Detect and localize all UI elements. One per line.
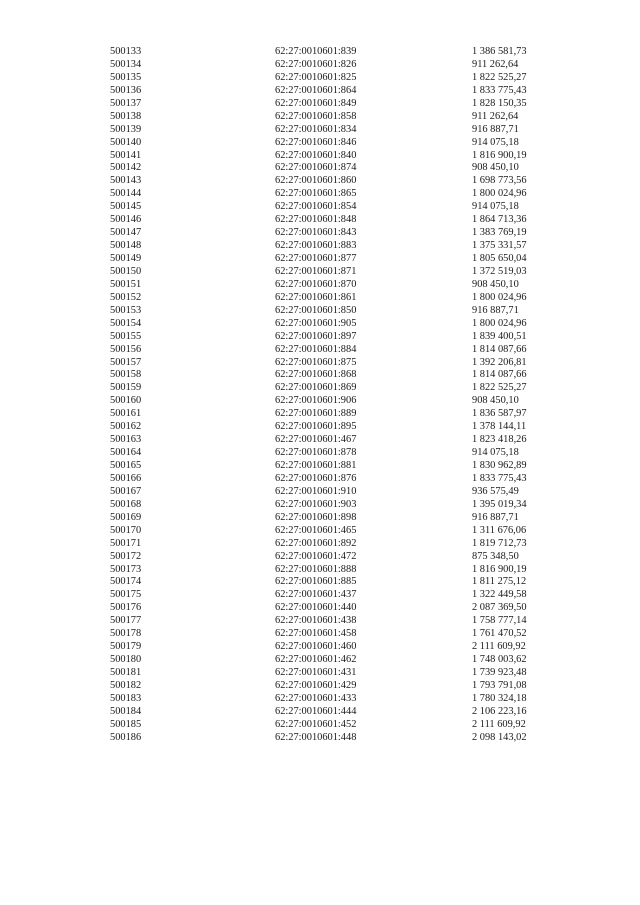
record-number-cell: 500148 [110, 240, 142, 252]
table-row [110, 589, 540, 602]
record-number-cell: 500147 [110, 227, 142, 239]
cadastral-number-cell: 62:27:0010601:877 [275, 253, 357, 264]
cadastral-value-cell: 1 800 024,96 [472, 188, 527, 200]
record-number-cell: 500151 [110, 278, 142, 290]
cadastral-value-cell: 1 375 331,57 [472, 240, 527, 252]
cadastral-value-cell: 1 748 003,62 [472, 654, 527, 666]
cadastral-number-cell: 62:27:0010601:871 [275, 265, 357, 277]
record-number-cell: 500134 [110, 58, 142, 70]
cadastral-number-cell: 62:27:0010601:854 [275, 201, 357, 213]
table-row [110, 382, 540, 395]
cadastral-value-cell: 1 864 713,36 [472, 214, 527, 226]
table-row [110, 460, 540, 473]
cadastral-number-cell: 62:27:0010601:864 [275, 84, 357, 96]
table-row [110, 227, 540, 240]
table-row [110, 85, 540, 98]
cadastral-number-cell: 62:27:0010601:883 [275, 240, 357, 252]
record-number-cell: 500175 [110, 589, 142, 601]
record-number-cell: 500163 [110, 434, 142, 446]
cadastral-value-cell: 1 372 519,03 [472, 265, 527, 277]
cadastral-value-cell: 1 811 275,12 [472, 576, 527, 588]
cadastral-number-cell: 62:27:0010601:444 [275, 705, 357, 717]
table-row [110, 564, 540, 577]
cadastral-value-cell: 914 075,18 [472, 136, 519, 148]
table-row [110, 667, 540, 680]
cadastral-number-cell: 62:27:0010601:860 [275, 175, 357, 187]
cadastral-value-cell: 916 887,71 [472, 123, 519, 135]
cadastral-value-cell: 916 887,71 [472, 511, 519, 523]
record-number-cell: 500159 [110, 382, 142, 394]
cadastral-value-cell: 1 386 581,73 [472, 46, 527, 57]
record-number-cell: 500138 [110, 110, 142, 122]
cadastral-value-cell: 1 816 900,19 [472, 563, 527, 575]
table-row [110, 732, 540, 745]
table-row [110, 719, 540, 732]
record-number-cell: 500164 [110, 447, 142, 459]
cadastral-number-cell: 62:27:0010601:903 [275, 498, 357, 510]
cadastral-value-cell: 1 378 144,11 [472, 421, 527, 433]
table-row [110, 111, 540, 124]
cadastral-value-table [110, 46, 540, 745]
record-number-cell: 500166 [110, 472, 142, 484]
cadastral-value-cell: 1 311 676,06 [472, 524, 527, 536]
cadastral-value-cell: 1 761 470,52 [472, 628, 527, 640]
cadastral-number-cell: 62:27:0010601:839 [275, 46, 357, 57]
table-row [110, 473, 540, 486]
record-number-cell: 500155 [110, 330, 142, 342]
table-row [110, 240, 540, 253]
cadastral-value-cell: 1 383 769,19 [472, 227, 527, 239]
cadastral-number-cell: 62:27:0010601:448 [275, 731, 357, 743]
record-number-cell: 500177 [110, 615, 142, 627]
table-row [110, 318, 540, 331]
cadastral-number-cell: 62:27:0010601:888 [275, 563, 357, 575]
cadastral-number-cell: 62:27:0010601:849 [275, 97, 357, 109]
cadastral-number-cell: 62:27:0010601:825 [275, 71, 357, 83]
cadastral-number-cell: 62:27:0010601:834 [275, 123, 357, 135]
record-number-cell: 500156 [110, 343, 142, 355]
record-number-cell: 500171 [110, 537, 142, 549]
cadastral-value-cell: 2 106 223,16 [472, 705, 527, 717]
cadastral-number-cell: 62:27:0010601:826 [275, 58, 357, 70]
cadastral-value-cell: 1 739 923,48 [472, 667, 527, 678]
record-number-cell: 500141 [110, 149, 142, 161]
cadastral-number-cell: 62:27:0010601:858 [275, 110, 357, 122]
table-row [110, 576, 540, 589]
record-number-cell: 500173 [110, 563, 142, 575]
cadastral-value-cell: 1 823 418,26 [472, 434, 527, 446]
cadastral-value-cell: 875 348,50 [472, 550, 519, 562]
table-row [110, 305, 540, 318]
cadastral-value-cell: 1 830 962,89 [472, 460, 527, 471]
cadastral-value-cell: 1 793 791,08 [472, 679, 527, 691]
table-row [110, 525, 540, 538]
table-row [110, 59, 540, 72]
record-number-cell: 500178 [110, 628, 142, 640]
cadastral-value-cell: 908 450,10 [472, 278, 519, 290]
cadastral-number-cell: 62:27:0010601:467 [275, 434, 357, 446]
cadastral-number-cell: 62:27:0010601:892 [275, 537, 357, 549]
record-number-cell: 500143 [110, 175, 142, 187]
cadastral-number-cell: 62:27:0010601:861 [275, 291, 357, 303]
cadastral-value-cell: 2 111 609,92 [472, 718, 526, 730]
table-row [110, 447, 540, 460]
table-row [110, 124, 540, 137]
cadastral-value-cell: 1 816 900,19 [472, 149, 527, 161]
table-row [110, 654, 540, 667]
cadastral-number-cell: 62:27:0010601:846 [275, 136, 357, 148]
record-number-cell: 500185 [110, 718, 142, 730]
record-number-cell: 500145 [110, 201, 142, 213]
record-number-cell: 500165 [110, 460, 142, 471]
cadastral-value-cell: 1 758 777,14 [472, 615, 527, 627]
cadastral-value-cell: 911 262,64 [472, 58, 519, 70]
cadastral-number-cell: 62:27:0010601:869 [275, 382, 357, 394]
table-row [110, 615, 540, 628]
cadastral-value-cell: 1 805 650,04 [472, 253, 527, 264]
table-row [110, 98, 540, 111]
cadastral-value-cell: 911 262,64 [472, 110, 519, 122]
cadastral-number-cell: 62:27:0010601:848 [275, 214, 357, 226]
cadastral-number-cell: 62:27:0010601:460 [275, 641, 357, 653]
cadastral-value-cell: 2 098 143,02 [472, 731, 527, 743]
cadastral-value-cell: 916 887,71 [472, 304, 519, 316]
cadastral-number-cell: 62:27:0010601:898 [275, 511, 357, 523]
cadastral-number-cell: 62:27:0010601:840 [275, 149, 357, 161]
cadastral-number-cell: 62:27:0010601:905 [275, 317, 357, 329]
table-row [110, 369, 540, 382]
table-row [110, 150, 540, 163]
cadastral-number-cell: 62:27:0010601:870 [275, 278, 357, 290]
cadastral-number-cell: 62:27:0010601:897 [275, 330, 357, 342]
table-row [110, 266, 540, 279]
cadastral-number-cell: 62:27:0010601:431 [275, 667, 357, 678]
record-number-cell: 500172 [110, 550, 142, 562]
record-number-cell: 500135 [110, 71, 142, 83]
record-number-cell: 500133 [110, 46, 142, 57]
cadastral-number-cell: 62:27:0010601:881 [275, 460, 357, 471]
cadastral-value-cell: 1 800 024,96 [472, 317, 527, 329]
record-number-cell: 500179 [110, 641, 142, 653]
record-number-cell: 500154 [110, 317, 142, 329]
cadastral-number-cell: 62:27:0010601:865 [275, 188, 357, 200]
table-row [110, 46, 540, 59]
record-number-cell: 500136 [110, 84, 142, 96]
cadastral-value-cell: 1 836 587,97 [472, 408, 527, 420]
record-number-cell: 500158 [110, 369, 142, 381]
cadastral-value-cell: 908 450,10 [472, 162, 519, 174]
table-row [110, 434, 540, 447]
cadastral-number-cell: 62:27:0010601:875 [275, 356, 357, 368]
cadastral-number-cell: 62:27:0010601:850 [275, 304, 357, 316]
table-row [110, 551, 540, 564]
table-row [110, 499, 540, 512]
record-number-cell: 500149 [110, 253, 142, 264]
table-row [110, 292, 540, 305]
cadastral-number-cell: 62:27:0010601:429 [275, 679, 357, 691]
table-row [110, 331, 540, 344]
record-number-cell: 500176 [110, 602, 142, 614]
cadastral-number-cell: 62:27:0010601:438 [275, 615, 357, 627]
record-number-cell: 500167 [110, 485, 142, 497]
table-row [110, 395, 540, 408]
record-number-cell: 500140 [110, 136, 142, 148]
record-number-cell: 500174 [110, 576, 142, 588]
cadastral-value-cell: 1 392 206,81 [472, 356, 527, 368]
table-row [110, 693, 540, 706]
table-row [110, 344, 540, 357]
table-row [110, 279, 540, 292]
record-number-cell: 500144 [110, 188, 142, 200]
record-number-cell: 500162 [110, 421, 142, 433]
record-number-cell: 500182 [110, 679, 142, 691]
cadastral-number-cell: 62:27:0010601:472 [275, 550, 357, 562]
table-row [110, 214, 540, 227]
cadastral-number-cell: 62:27:0010601:868 [275, 369, 357, 381]
record-number-cell: 500137 [110, 97, 142, 109]
table-row [110, 486, 540, 499]
record-number-cell: 500146 [110, 214, 142, 226]
cadastral-number-cell: 62:27:0010601:885 [275, 576, 357, 588]
cadastral-number-cell: 62:27:0010601:889 [275, 408, 357, 420]
cadastral-value-cell: 1 800 024,96 [472, 291, 527, 303]
cadastral-number-cell: 62:27:0010601:910 [275, 485, 357, 497]
cadastral-number-cell: 62:27:0010601:465 [275, 524, 357, 536]
cadastral-number-cell: 62:27:0010601:433 [275, 692, 357, 704]
table-row [110, 162, 540, 175]
cadastral-number-cell: 62:27:0010601:462 [275, 654, 357, 666]
table-row [110, 253, 540, 266]
cadastral-number-cell: 62:27:0010601:437 [275, 589, 357, 601]
table-row [110, 421, 540, 434]
record-number-cell: 500183 [110, 692, 142, 704]
table-row [110, 706, 540, 719]
table-row [110, 72, 540, 85]
table-row [110, 137, 540, 150]
table-row [110, 512, 540, 525]
cadastral-value-cell: 1 822 525,27 [472, 382, 527, 394]
record-number-cell: 500160 [110, 395, 142, 407]
cadastral-number-cell: 62:27:0010601:895 [275, 421, 357, 433]
cadastral-value-cell: 1 819 712,73 [472, 537, 527, 549]
table-row [110, 201, 540, 214]
cadastral-value-cell: 1 839 400,51 [472, 330, 527, 342]
cadastral-value-cell: 1 698 773,56 [472, 175, 527, 187]
cadastral-value-cell: 1 822 525,27 [472, 71, 527, 83]
cadastral-number-cell: 62:27:0010601:876 [275, 472, 357, 484]
cadastral-number-cell: 62:27:0010601:906 [275, 395, 357, 407]
record-number-cell: 500150 [110, 265, 142, 277]
table-row [110, 641, 540, 654]
record-number-cell: 500184 [110, 705, 142, 717]
record-number-cell: 500142 [110, 162, 142, 174]
table-row [110, 357, 540, 370]
record-number-cell: 500153 [110, 304, 142, 316]
table-row [110, 538, 540, 551]
cadastral-number-cell: 62:27:0010601:458 [275, 628, 357, 640]
record-number-cell: 500170 [110, 524, 142, 536]
cadastral-value-cell: 1 833 775,43 [472, 472, 527, 484]
record-number-cell: 500168 [110, 498, 142, 510]
table-row [110, 602, 540, 615]
record-number-cell: 500186 [110, 731, 142, 743]
cadastral-value-cell: 2 111 609,92 [472, 641, 526, 653]
record-number-cell: 500161 [110, 408, 142, 420]
record-number-cell: 500157 [110, 356, 142, 368]
cadastral-value-cell: 1 780 324,18 [472, 692, 527, 704]
cadastral-value-cell: 1 814 087,66 [472, 343, 527, 355]
cadastral-value-cell: 914 075,18 [472, 447, 519, 459]
record-number-cell: 500169 [110, 511, 142, 523]
table-row [110, 628, 540, 641]
record-number-cell: 500180 [110, 654, 142, 666]
cadastral-value-cell: 2 087 369,50 [472, 602, 527, 614]
record-number-cell: 500152 [110, 291, 142, 303]
cadastral-number-cell: 62:27:0010601:878 [275, 447, 357, 459]
cadastral-value-cell: 1 828 150,35 [472, 97, 527, 109]
cadastral-value-cell: 914 075,18 [472, 201, 519, 213]
cadastral-number-cell: 62:27:0010601:843 [275, 227, 357, 239]
record-number-cell: 500181 [110, 667, 142, 678]
cadastral-value-cell: 1 395 019,34 [472, 498, 527, 510]
table-row [110, 408, 540, 421]
cadastral-value-cell: 1 833 775,43 [472, 84, 527, 96]
cadastral-number-cell: 62:27:0010601:440 [275, 602, 357, 614]
cadastral-number-cell: 62:27:0010601:452 [275, 718, 357, 730]
table-row [110, 175, 540, 188]
cadastral-value-cell: 908 450,10 [472, 395, 519, 407]
record-number-cell: 500139 [110, 123, 142, 135]
cadastral-value-cell: 1 322 449,58 [472, 589, 527, 601]
cadastral-number-cell: 62:27:0010601:874 [275, 162, 357, 174]
cadastral-value-cell: 1 814 087,66 [472, 369, 527, 381]
cadastral-number-cell: 62:27:0010601:884 [275, 343, 357, 355]
cadastral-value-cell: 936 575,49 [472, 485, 519, 497]
table-row [110, 188, 540, 201]
table-row [110, 680, 540, 693]
